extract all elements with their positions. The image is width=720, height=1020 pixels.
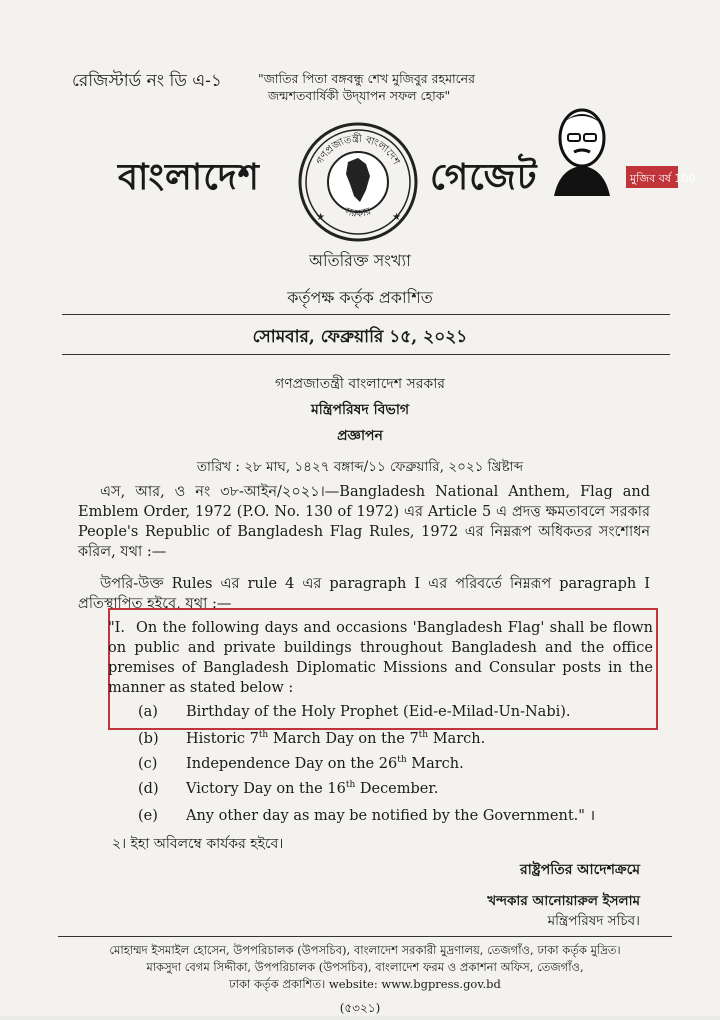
footer: [58, 942, 672, 993]
list-item: [138, 755, 464, 772]
ordinal-suffix: th: [258, 730, 269, 740]
list-item-label: (a): [138, 704, 158, 720]
seal-text-bottom: সরকার: [343, 206, 373, 220]
list-item-text: Independence Day on the 26: [186, 755, 398, 772]
list-item-text: March.: [428, 730, 486, 747]
list-item: [138, 730, 485, 747]
footer-line-2: মাকসুদা বেগম সিদ্দীকা, উপপরিচালক (উপসচিব), বাংলাদেশ ফরম ও প্রকাশনা অফিস, তেজগাঁও,: [146, 960, 584, 974]
page-number: (৫৩২১): [339, 1001, 381, 1015]
svg-text:★: ★: [316, 212, 325, 223]
list-item: [138, 704, 571, 720]
list-item: [138, 780, 438, 797]
list-item-text: Birthday of the Holy Prophet (Eid-e-Milad-Un-Nabi).: [186, 704, 571, 720]
registration-number: রেজিস্টার্ড নং ডি এ-১: [72, 71, 222, 91]
presidential-order: রাষ্ট্রপতির আদেশক্রমে: [520, 862, 640, 878]
ordinal-suffix: th: [345, 780, 356, 790]
list-item-text: Any other day as may be notified by the Government." ।: [186, 808, 596, 824]
ordinal-suffix: th: [418, 730, 429, 740]
government-seal-icon: [296, 120, 420, 244]
notification-heading: প্রজ্ঞাপন: [337, 428, 383, 444]
top-rule: [62, 314, 670, 315]
title-bangladesh: বাংলাদেশ: [118, 156, 260, 198]
extra-issue: অতিরিক্ত সংখ্যা: [309, 251, 411, 270]
quote-text: On the following days and occasions 'Bangladesh Flag' shall be flown on public and private buildings throughout Bangladesh and the office premises of Bangladesh Diplomatic Missions and Consular posts in the manner as stated below :: [108, 620, 653, 696]
ordinal-suffix: th: [397, 755, 407, 765]
list-item-text: March Day on the 7: [268, 730, 419, 747]
slogan-line-2: জন্মশতবার্ষিকী উদ্‌যাপন সফল হোক": [268, 88, 451, 103]
government-name: গণপ্রজাতন্ত্রী বাংলাদেশ সরকার: [275, 376, 445, 392]
paragraph-1: এস, আর, ও নং ৩৮-আইন/২০২১।—Bangladesh National Anthem, Flag and Emblem Order, 1972 (P.O. No. 130 of 1972) এর Article 5 এ প্রদত্ত ক্ষমতাবলে সরকার People's Republic of Bangladesh Flag Rules, 1972 এর নিম্নরূপ অধিকতর সংশোধন করিল, যথা :—: [78, 484, 650, 560]
division-name: মন্ত্রিপরিষদ বিভাগ: [310, 402, 410, 418]
seal-text-top: গণপ্রজাতন্ত্রী বাংলাদেশ: [314, 133, 402, 167]
footer-line-3: ঢাকা কর্তৃক প্রকাশিত। website: www.bgpress.gov.bd: [229, 977, 501, 991]
list-item-label: (d): [138, 780, 159, 797]
signer-name: খন্দকার আনোয়ারুল ইসলাম: [487, 893, 640, 909]
list-item-text: Victory Day on the 16: [186, 780, 346, 797]
paragraph-2: উপরি-উক্ত Rules এর rule 4 এর paragraph I এর পরিবর্তে নিম্নরূপ paragraph I প্রতিস্থাপিত হইবে, যথা :—: [78, 576, 650, 612]
list-item-text: March.: [406, 755, 464, 772]
svg-text:★: ★: [392, 212, 401, 223]
slogan-line-1: "জাতির পিতা বঙ্গবন্ধু শেখ মুজিবুর রহমানের: [258, 71, 476, 86]
paragraph-3: ২। ইহা অবিলম্বে কার্যকর হইবে।: [112, 836, 284, 852]
title-gazette: গেজেট: [430, 156, 538, 198]
footer-line-1: মোহাম্মদ ইসমাইল হোসেন, উপপরিচালক (উপসচিব), বাংলাদেশ সরকারী মুদ্রণালয়, তেজগাঁও, ঢাকা কর্তৃক মুদ্রিত।: [109, 943, 621, 957]
list-item-label: (b): [138, 730, 159, 747]
list-item-text: Historic 7: [186, 730, 259, 747]
notification-dateline: তারিখ : ২৮ মাঘ, ১৪২৭ বঙ্গাব্দ/১১ ফেব্রুয়ারি, ২০২১ খ্রিষ্টাব্দ: [196, 459, 524, 475]
list-item: [138, 805, 595, 825]
quoted-paragraph: [108, 618, 653, 698]
list-item-text: December.: [355, 780, 439, 797]
issue-date: সোমবার, ফেব্রুয়ারি ১৫, ২০২১: [252, 327, 468, 347]
mujib-portrait-icon: [540, 100, 696, 200]
list-item-label: (c): [138, 755, 158, 772]
quote-number: "I.: [108, 620, 126, 636]
footer-rule: [58, 936, 672, 937]
date-rule: [62, 354, 670, 355]
slogan: [258, 70, 518, 104]
published-by: কর্তৃপক্ষ কর্তৃক প্রকাশিত: [287, 288, 433, 307]
signer-title: মন্ত্রিপরিষদ সচিব।: [547, 913, 640, 929]
list-item-label: (e): [138, 808, 158, 824]
mujib-logo-text: মুজিব বর্ষ 100: [630, 172, 696, 185]
